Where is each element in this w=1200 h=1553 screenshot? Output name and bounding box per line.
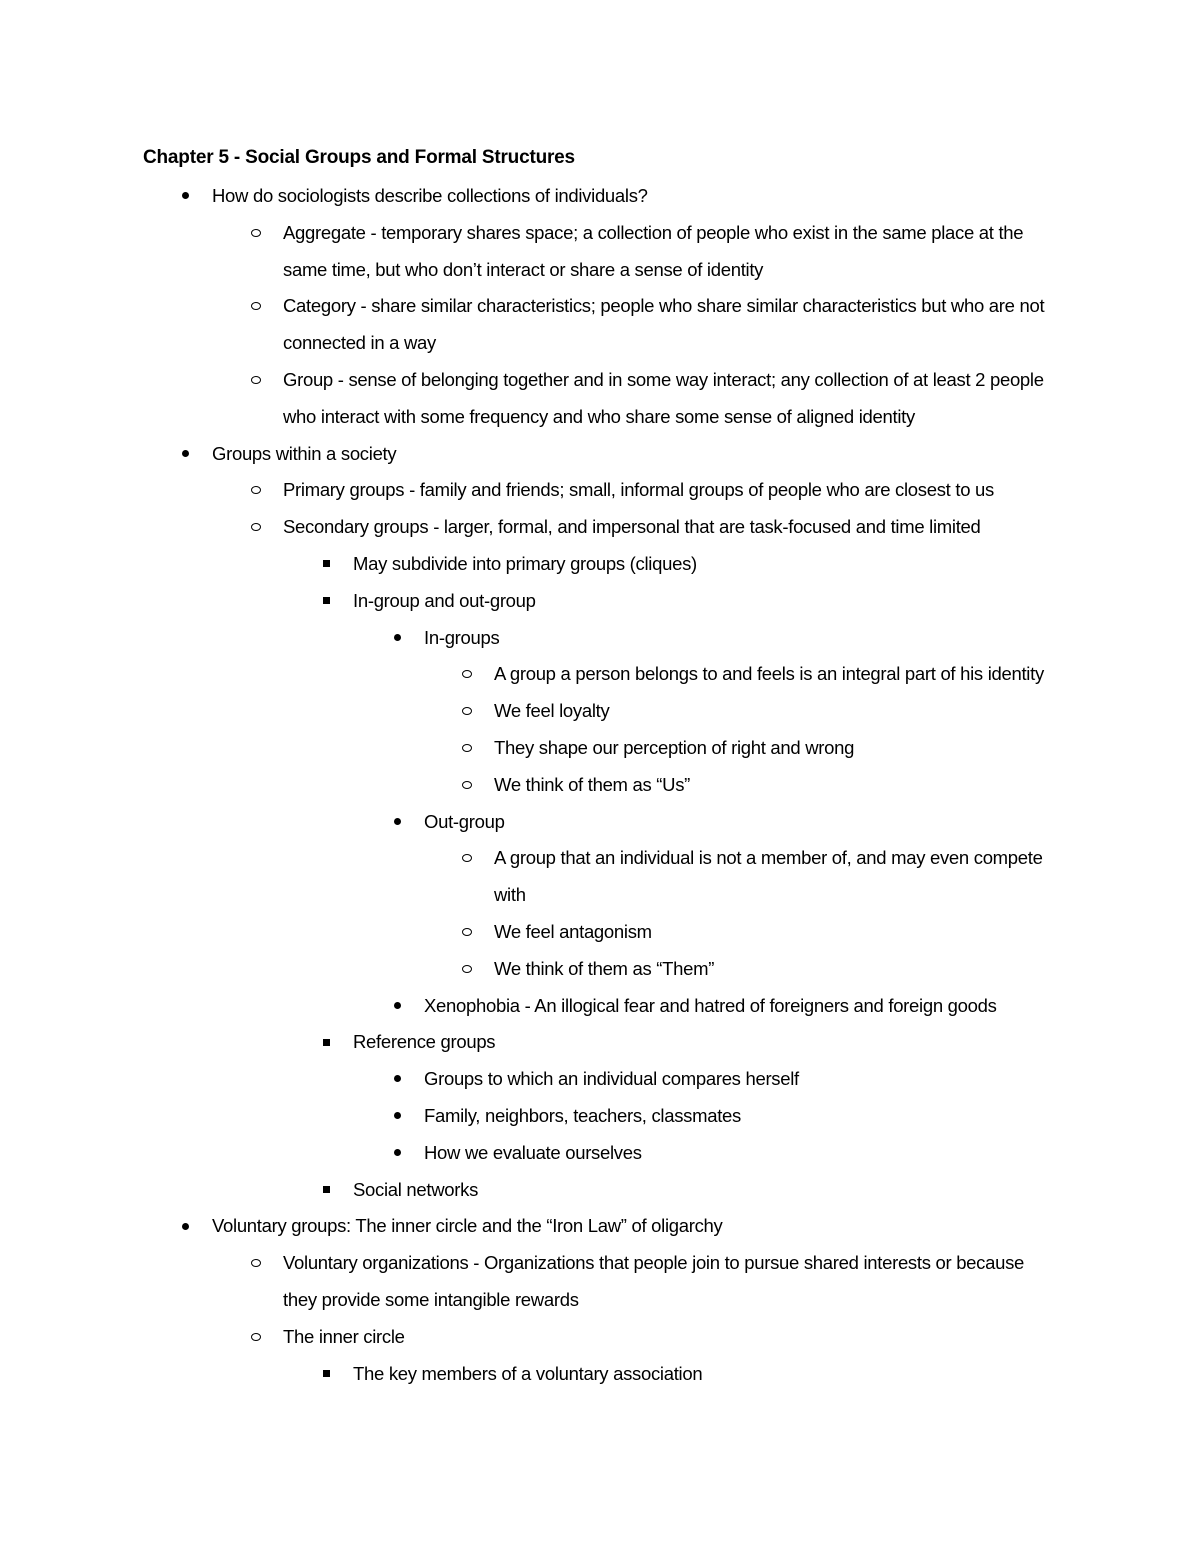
outline-item-text: Groups to which an individual compares herself: [424, 1068, 799, 1090]
outline-item-text: Groups within a society: [212, 442, 397, 464]
disc-bullet-icon: [387, 619, 407, 656]
outline-item: [494, 766, 1062, 803]
outline-item: [424, 1060, 1062, 1097]
outline-item: [212, 177, 1062, 214]
outline-item: [212, 435, 1062, 472]
square-bullet-icon: [316, 545, 336, 582]
circle-bullet-icon: [246, 361, 266, 398]
outline-item-text: We feel antagonism: [494, 921, 652, 942]
disc-bullet-icon: [175, 1207, 195, 1244]
outline-item-text: Category - share similar characteristics; people who share similar characteristics but who are not connected in a way: [283, 295, 1045, 354]
square-bullet-icon: [316, 582, 336, 619]
outline-item-text: Social networks: [353, 1178, 479, 1200]
outline-item: [494, 913, 1062, 950]
disc-bullet-icon: [387, 1097, 407, 1134]
outline-item: [424, 619, 1062, 656]
outline-item: [353, 1355, 1062, 1392]
outline-item: [353, 1171, 1062, 1208]
outline-item: [283, 1244, 1062, 1318]
outline-item: [494, 729, 1062, 766]
outline-item: [424, 1134, 1062, 1171]
outline-item: [283, 1318, 1062, 1355]
outline-item: [283, 361, 1062, 435]
disc-bullet-icon: [175, 435, 195, 472]
outline-item-text: We think of them as “Them”: [494, 957, 715, 979]
circle-bullet-icon: [246, 214, 266, 251]
outline-item-text: A group that an individual is not a member of, and may even compete with: [494, 847, 1043, 906]
outline-item: [212, 1207, 1062, 1244]
outline-item-text: A group a person belongs to and feels is an integral part of his identity: [494, 663, 1044, 685]
disc-bullet-icon: [387, 803, 407, 840]
outline-item-text: The inner circle: [283, 1325, 405, 1347]
circle-bullet-icon: [457, 913, 477, 950]
outline-item: [494, 692, 1062, 729]
chapter-title: Chapter 5 - Social Groups and Formal Structures: [143, 147, 575, 168]
outline-item: [494, 839, 1062, 913]
square-bullet-icon: [316, 1023, 336, 1060]
outline-item-text: Reference groups: [353, 1031, 496, 1053]
outline-item-text: The key members of a voluntary association: [353, 1362, 703, 1384]
square-bullet-icon: [316, 1171, 336, 1208]
outline-item-text: May subdivide into primary groups (cliques): [353, 553, 697, 574]
outline-item-text: Primary groups - family and friends; small, informal groups of people who are closest to us: [283, 479, 994, 501]
outline-item-text: We think of them as “Us”: [494, 773, 691, 795]
circle-bullet-icon: [246, 287, 266, 324]
circle-bullet-icon: [457, 692, 477, 729]
outline-item-text: Xenophobia - An illogical fear and hatred of foreigners and foreign goods: [424, 994, 997, 1016]
outline-item-text: Voluntary organizations - Organizations that people join to pursue shared interests or because they provide some intangible rewards: [283, 1252, 1025, 1311]
outline-item: [424, 803, 1062, 840]
outline-item-text: Aggregate - temporary shares space; a collection of people who exist in the same place at the same time, but who don’t interact or share a sense of identity: [283, 221, 1024, 280]
outline-item-text: Out-group: [424, 810, 505, 832]
outline-item-text: They shape our perception of right and wrong: [494, 737, 855, 758]
outline-item-text: Group - sense of belonging together and in some way interact; any collection of at least 2 people who interact with some frequency and who share some sense of aligned identity: [283, 369, 1044, 427]
outline-item-text: Family, neighbors, teachers, classmates: [424, 1105, 741, 1126]
outline-item-text: Secondary groups - larger, formal, and impersonal that are task-focused and time limited: [283, 516, 981, 538]
outline-item: [494, 950, 1062, 987]
circle-bullet-icon: [457, 655, 477, 692]
outline-item: [424, 1097, 1062, 1134]
circle-bullet-icon: [457, 950, 477, 987]
disc-bullet-icon: [387, 987, 407, 1024]
square-bullet-icon: [316, 1355, 336, 1392]
disc-bullet-icon: [175, 177, 195, 214]
outline-item: [283, 508, 1062, 545]
circle-bullet-icon: [246, 508, 266, 545]
outline-item: [353, 545, 1062, 582]
disc-bullet-icon: [387, 1134, 407, 1171]
circle-bullet-icon: [457, 839, 477, 876]
circle-bullet-icon: [246, 1318, 266, 1355]
outline-item-text: We feel loyalty: [494, 700, 610, 722]
circle-bullet-icon: [457, 729, 477, 766]
outline-item: [424, 987, 1062, 1024]
outline-item-text: How do sociologists describe collections of individuals?: [212, 185, 648, 206]
outline-item: [283, 214, 1062, 288]
outline-item-text: In-group and out-group: [353, 589, 536, 611]
outline-item: [353, 1023, 1062, 1060]
circle-bullet-icon: [246, 471, 266, 508]
outline-item-text: In-groups: [424, 626, 500, 648]
outline-item-text: Voluntary groups: The inner circle and the “Iron Law” of oligarchy: [212, 1215, 723, 1237]
outline-item: [283, 287, 1062, 361]
circle-bullet-icon: [246, 1244, 266, 1281]
outline-item: [353, 582, 1062, 619]
outline-item: [283, 471, 1062, 508]
outline-item: [494, 655, 1062, 692]
disc-bullet-icon: [387, 1060, 407, 1097]
outline-item-text: How we evaluate ourselves: [424, 1141, 642, 1163]
circle-bullet-icon: [457, 766, 477, 803]
